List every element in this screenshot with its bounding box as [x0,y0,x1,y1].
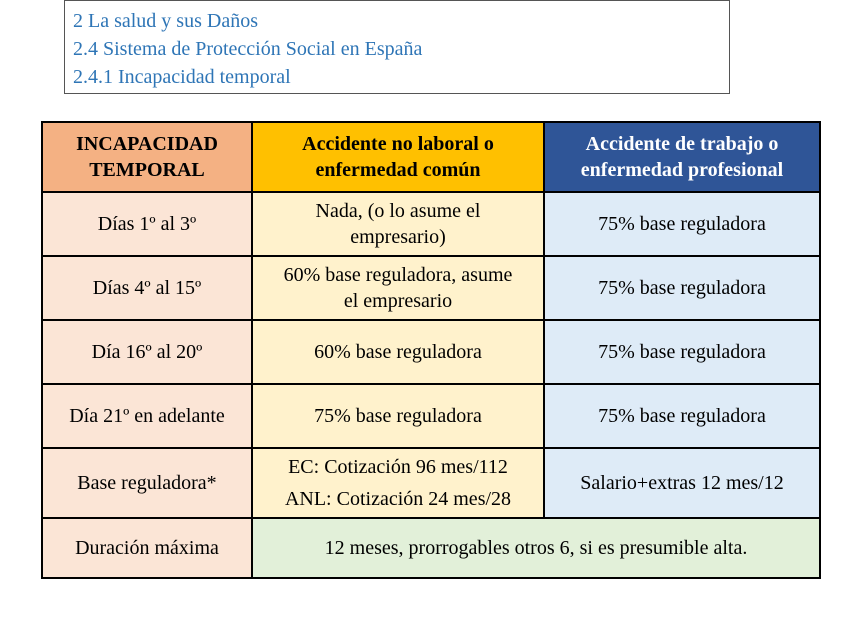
header-accidente-trabajo: Accidente de trabajo o enfermedad profesional [544,122,820,192]
table-row [42,518,820,578]
duracion-maxima-value: 12 meses, prorrogables otros 6, si es presumible alta. [252,518,820,578]
table-row [42,256,820,320]
breadcrumb-item[interactable]: 2 La salud y sus Daños [73,10,258,32]
cell-no-laboral: 75% base reguladora [252,384,544,448]
table-header-row [42,122,820,192]
row-label: Duración máxima [42,518,252,578]
breadcrumb [64,0,730,94]
cell-no-laboral: EC: Cotización 96 mes/112 ANL: Cotización 24 mes/28 [252,448,544,518]
breadcrumb-item[interactable]: 2.4 Sistema de Protección Social en España [73,38,423,60]
breadcrumb-item[interactable]: 2.4.1 Incapacidad temporal [73,66,291,88]
row-label: Días 1º al 3º [42,192,252,256]
header-accidente-no-laboral: Accidente no laboral o enfermedad común [252,122,544,192]
cell-trabajo: 75% base reguladora [544,256,820,320]
table-row [42,384,820,448]
cell-trabajo: 75% base reguladora [544,320,820,384]
cell-no-laboral: 60% base reguladora, asume el empresario [252,256,544,320]
row-label: Base reguladora* [42,448,252,518]
cell-no-laboral: Nada, (o lo asume el empresario) [252,192,544,256]
table-row [42,320,820,384]
cell-trabajo: 75% base reguladora [544,384,820,448]
cell-trabajo: Salario+extras 12 mes/12 [544,448,820,518]
row-label: Días 4º al 15º [42,256,252,320]
cell-trabajo: 75% base reguladora [544,192,820,256]
incapacidad-temporal-table [41,121,821,579]
row-label: Día 21º en adelante [42,384,252,448]
table-row [42,448,820,518]
table-row [42,192,820,256]
header-incapacidad-temporal: INCAPACIDAD TEMPORAL [42,122,252,192]
row-label: Día 16º al 20º [42,320,252,384]
cell-no-laboral: 60% base reguladora [252,320,544,384]
